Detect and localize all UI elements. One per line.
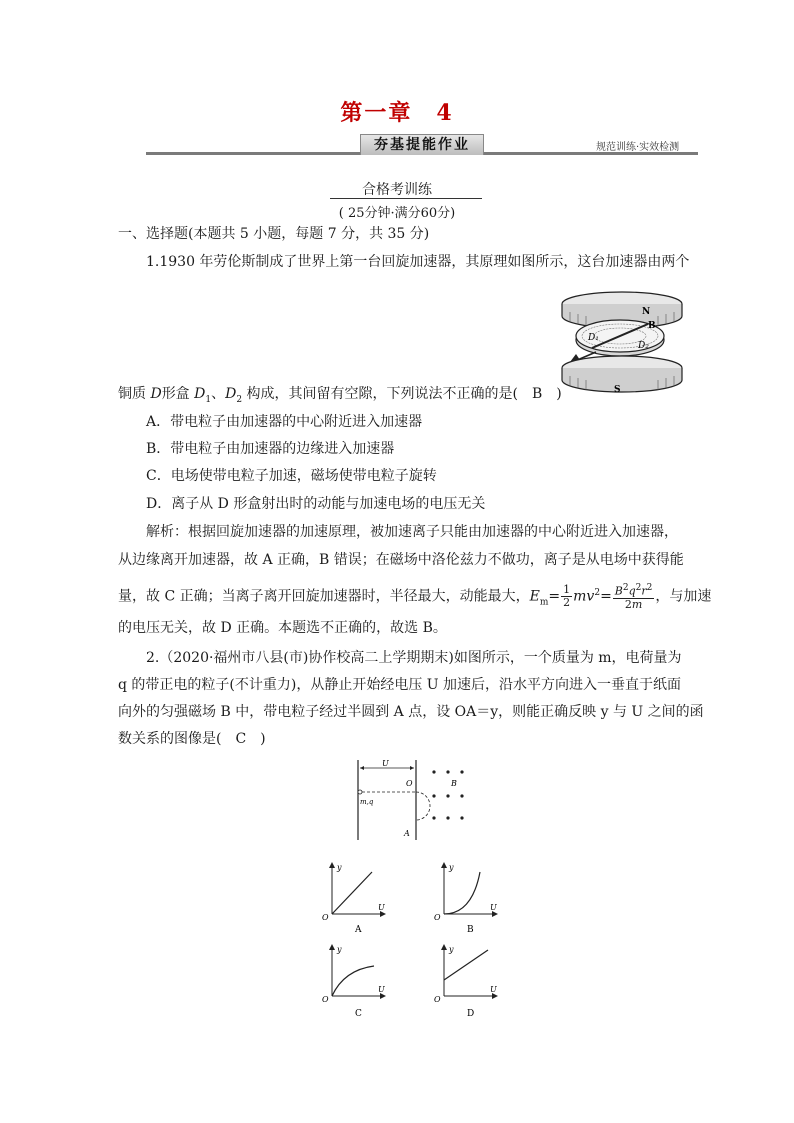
- graph-a: [320, 860, 392, 936]
- graph-a-x-label: U: [378, 903, 385, 912]
- q1-stem-text-c: 构成，其间留有空隙，下列说法不正确的是( B ): [242, 386, 562, 402]
- q1-analysis-line3: 量，故 C 正确；当离子离开回旋加速器时，半径最大，动能最大，$E_m=$ $\frac{1}{2}$ $mv^2=$ $\frac{B^2q^2r^2}{2m}$ ，与加速: [118, 583, 712, 611]
- graph-d-label: D: [467, 1009, 475, 1019]
- graph-b-origin: O: [434, 913, 441, 922]
- graph-c-y-label: y: [337, 945, 342, 954]
- graph-d-x-label: U: [490, 985, 497, 994]
- q1-option-b: B．带电粒子由加速器的边缘进入加速器: [146, 441, 395, 457]
- magnet-n-label: N: [642, 307, 651, 317]
- q1-stem-text-b: 形盒: [161, 386, 195, 402]
- q1-stem-line1: 1.1930 年劳伦斯制成了世界上第一台回旋加速器，其原理如图所示，这台加速器由两个: [146, 254, 690, 270]
- graph-b: [432, 860, 504, 936]
- q1-option-c: C．电场使带电粒子加速，磁场使带电粒子旋转: [146, 468, 437, 484]
- graph-c-label: C: [355, 1009, 362, 1019]
- graph-b-label: B: [467, 925, 474, 935]
- particle-mq-label: m,q: [360, 798, 374, 806]
- banner-right-text: 规范训练·实效检测: [596, 142, 680, 153]
- q1-analysis-line2: 从边缘离开加速器，故 A 正确，B 错误；在磁场中洛伦兹力不做功，离子是从电场中获得能: [118, 552, 684, 568]
- graph-d: [432, 940, 504, 1020]
- magnet-s-label: S: [614, 385, 621, 395]
- graph-c-x-label: U: [378, 985, 385, 994]
- graph-a-origin: O: [322, 913, 329, 922]
- field-b-label: B: [451, 779, 457, 788]
- q1-stem-text-a: 铜质: [118, 386, 151, 402]
- q2-line3: 向外的匀强磁场 B 中，带电粒子经过半圆到 A 点，设 OA＝y，则能正确反映 y 与 U 之间的函: [118, 704, 704, 720]
- point-a-label: A: [404, 829, 410, 838]
- section-subtitle: ( 25分钟·满分60分): [338, 206, 456, 221]
- d1-label: D₁: [588, 333, 599, 343]
- graph-b-y-label: y: [449, 863, 454, 872]
- graph-a-label: A: [355, 925, 362, 935]
- graph-a-y-label: y: [337, 863, 342, 872]
- d2-label: D₂: [638, 341, 649, 351]
- graph-c-origin: O: [322, 995, 329, 1004]
- section-title: 合格考训练: [362, 182, 432, 198]
- q1-analysis-text-b: ，与加速: [655, 588, 712, 605]
- graph-c: [320, 940, 392, 1020]
- cyclotron-figure: [556, 282, 688, 398]
- accelerator-figure: [348, 758, 478, 850]
- section-rule: [330, 198, 482, 199]
- chapter-title: 第一章 4: [340, 100, 454, 126]
- q2-line2: q 的带正电的粒子(不计重力)，从静止开始经电压 U 加速后，沿水平方向进入一垂直于纸面: [118, 677, 682, 693]
- fraction-energy: $\frac{B^2q^2r^2}{2m}$: [614, 583, 653, 611]
- graph-b-x-label: U: [490, 903, 497, 912]
- point-o-label: O: [406, 779, 413, 788]
- banner-label: 夯基提能作业: [360, 134, 484, 155]
- graph-d-origin: O: [434, 995, 441, 1004]
- q2-line4: 数关系的图像是( C ): [118, 731, 266, 747]
- q1-stem-line2: 铜质 D形盒 $D_1$、$D_2$ 构成，其间留有空隙，下列说法不正确的是( B ): [118, 386, 562, 405]
- voltage-u-label: U: [382, 759, 389, 768]
- fraction-half: $\frac{1}{2}$: [563, 583, 571, 610]
- graph-d-y-label: y: [449, 945, 454, 954]
- q1-option-d: D．离子从 D 形盒射出时的动能与加速电场的电压无关: [146, 496, 486, 512]
- part1-heading: 一、选择题(本题共 5 小题，每题 7 分，共 35 分): [118, 226, 430, 242]
- q1-option-a: A．带电粒子由加速器的中心附近进入加速器: [146, 414, 423, 430]
- q1-analysis-line1: 解析：根据回旋加速器的加速原理，被加速离子只能由加速器的中心附近进入加速器，: [146, 524, 678, 540]
- q1-analysis-line4: 的电压无关，故 D 正确。本题选不正确的，故选 B。: [118, 620, 447, 636]
- field-b-label: B: [648, 321, 656, 331]
- q2-line1: 2.（2020·福州市八县(市)协作校高二上学期期末)如图所示，一个质量为 m，电荷量为: [146, 650, 682, 666]
- q1-analysis-text-a: 量，故 C 正确；当离子离开回旋加速器时，半径最大，动能最大，: [118, 588, 530, 605]
